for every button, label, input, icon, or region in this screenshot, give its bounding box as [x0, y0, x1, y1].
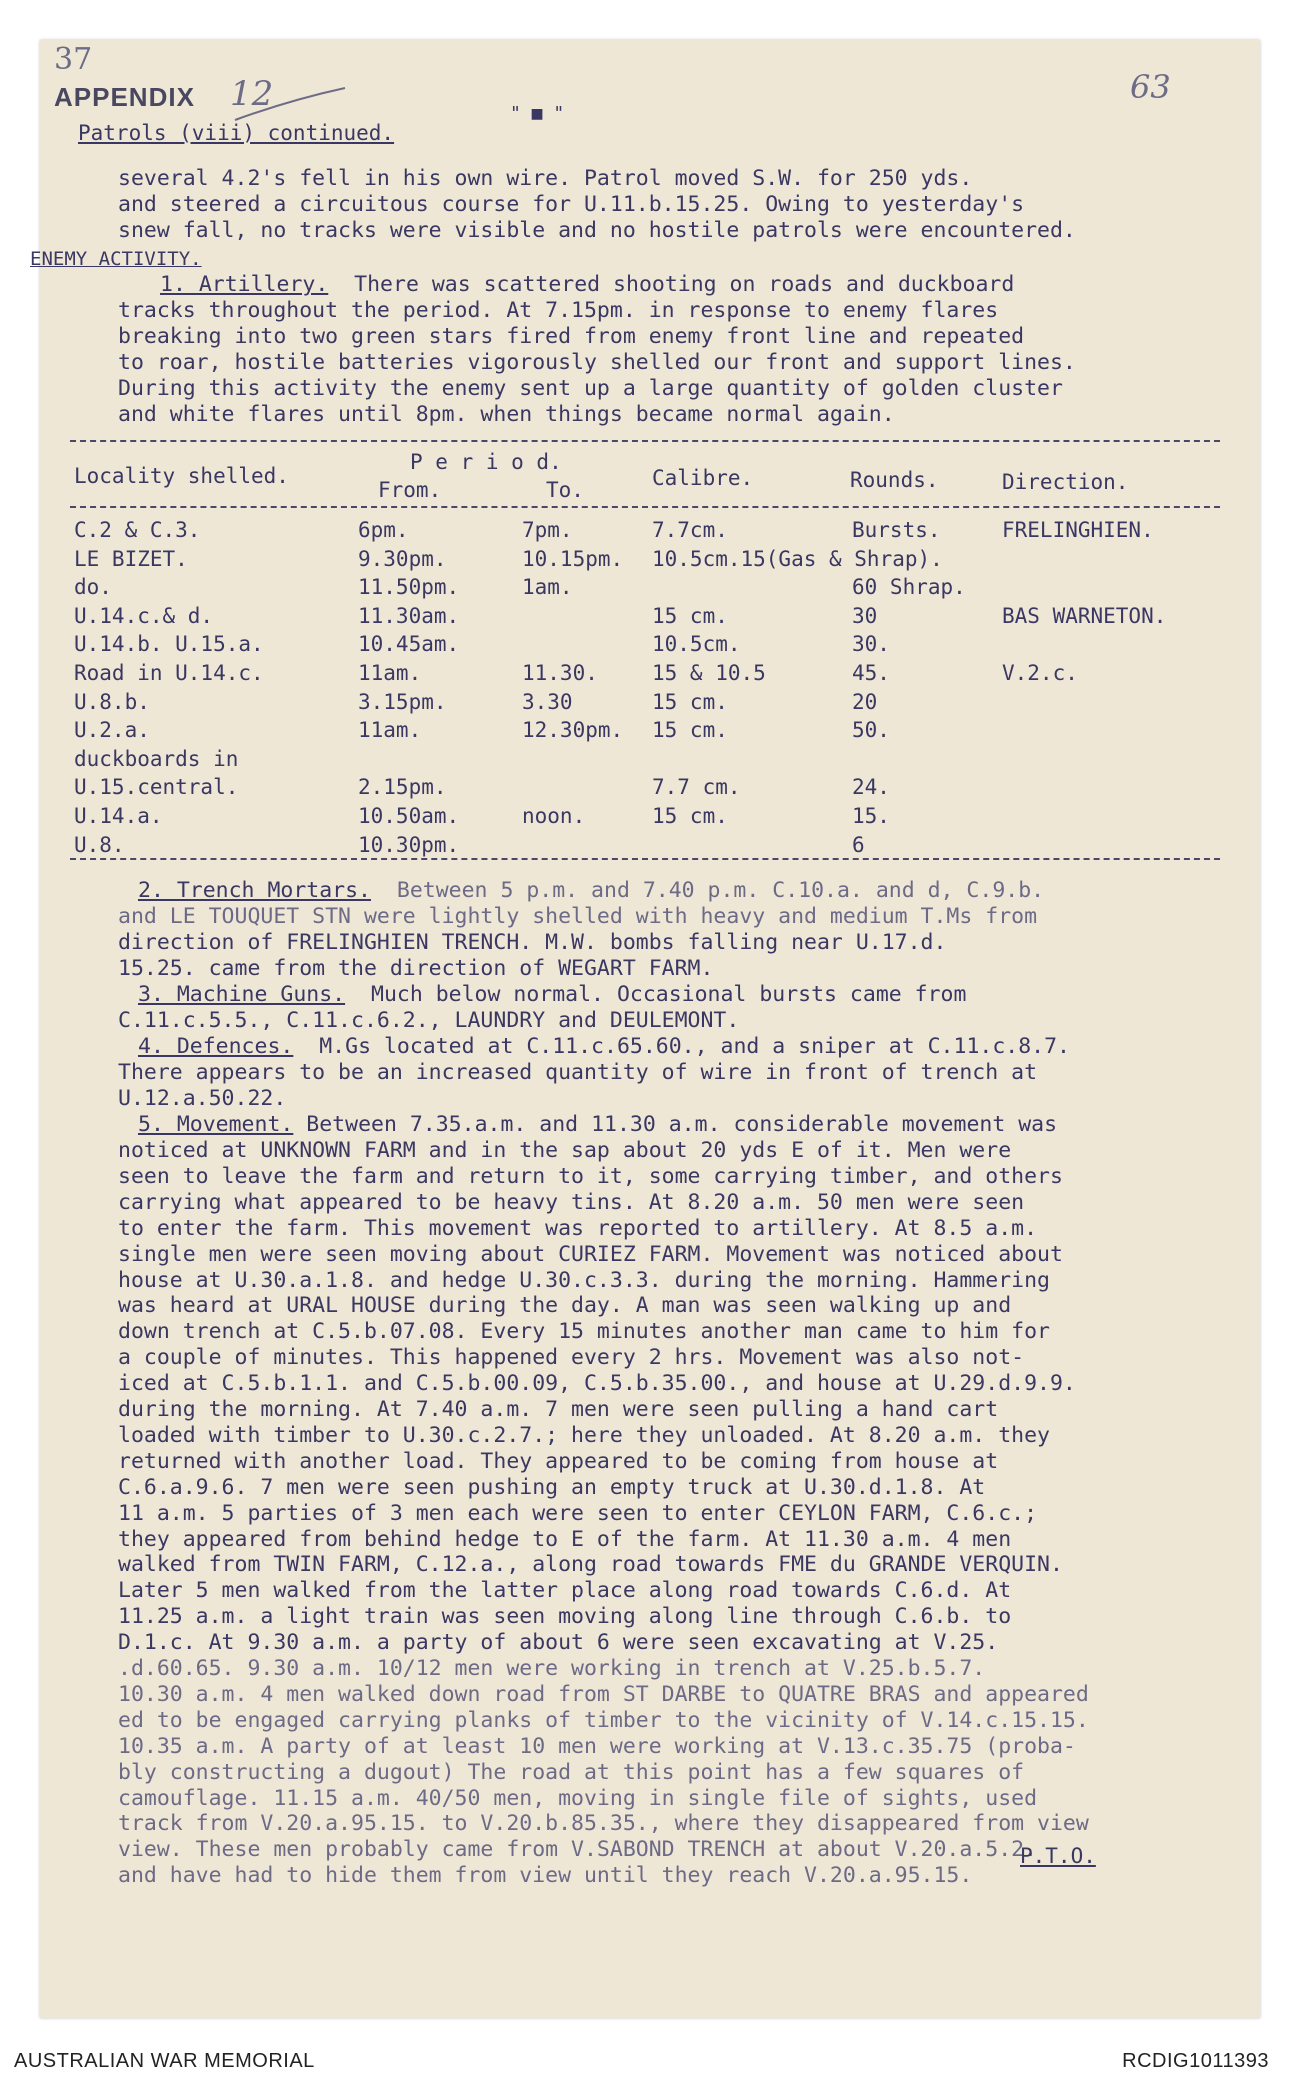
pto-note [1020, 1846, 1096, 1867]
movement-line: view. These men probably came from V.SABOND TRENCH at about V.20.a.5.2. [118, 1837, 1038, 1863]
cell-locality: U.14.a. [74, 804, 163, 828]
movement-line: single men were seen moving about CURIEZ FARM. Movement was noticed about [118, 1241, 1063, 1267]
artillery-first-line [160, 274, 1014, 296]
cell-calibre: 15 cm. [652, 603, 728, 628]
cell-rounds: 45. [852, 661, 890, 685]
cell-rounds: Bursts. [852, 518, 941, 542]
movement-line: bly constructing a dugout) The road at this point has a few squares of [118, 1759, 1025, 1785]
movement-line: seen to leave the farm and return to it, some carrying timber, and others [118, 1163, 1063, 1189]
cell-from: 11.30am. [358, 603, 460, 628]
patrol-line: snew fall, no tracks were visible and no hostile patrols were encountered. [118, 218, 1076, 243]
cell-rounds: 30 [852, 603, 878, 628]
cell-from: 6pm. [358, 518, 409, 542]
movement-line: they appeared from behind hedge to E of the farm. At 11.30 a.m. 4 men [118, 1526, 1012, 1552]
cell-from: 10.30pm. [358, 832, 460, 857]
cell-to: 10.15pm. [522, 546, 624, 571]
movement-line: .d.60.65. 9.30 a.m. 10/12 men were working in trench at V.25.b.5.7. [118, 1656, 986, 1681]
trench-mortars-line: 15.25. came from the direction of WEGART FARM. [118, 956, 714, 981]
trench-mortars-first-text: Between 5 p.m. and 7.40 p.m. C.10.a. and d, C.9.b. [396, 878, 1045, 903]
section-heading-patrols [78, 123, 394, 144]
movement-line: 10.35 a.m. A party of at least 10 men were working at V.13.c.35.75 (proba- [118, 1733, 1076, 1759]
cell-locality: U.14.b. U.15.a. [74, 632, 264, 657]
artillery-line: tracks throughout the period. At 7.15pm. in response to enemy flares [118, 298, 999, 323]
enemy-activity-heading: ENEMY ACTIVITY. [30, 248, 202, 270]
page-number-top-right: 63 [1130, 68, 1171, 106]
movement-line: to enter the farm. This movement was reported to artillery. At 8.5 a.m. [118, 1215, 1038, 1241]
cell-direction: FRELINGHIEN. [1002, 518, 1154, 542]
appendix-stamp: APPENDIX [54, 82, 195, 112]
movement-label: 5. Movement. [138, 1112, 294, 1137]
defences-first-line [138, 1036, 1070, 1058]
trench-mortars-line: and LE TOUQUET STN were lightly shelled with heavy and medium T.Ms from [118, 904, 1038, 929]
cell-to: 11.30. [522, 661, 598, 685]
movement-line: 11 a.m. 5 parties of 3 men each were seen to enter CEYLON FARM, C.6.c.; [118, 1500, 1038, 1526]
cell-locality: U.15.central. [74, 775, 239, 800]
movement-line: a couple of minutes. This happened every 2 hrs. Movement was also not- [118, 1345, 1025, 1371]
cell-to: 7pm. [522, 518, 573, 542]
artillery-label: 1. Artillery. [160, 272, 329, 297]
movement-line: D.1.c. At 9.30 a.m. a party of about 6 were seen excavating at V.25. [118, 1630, 999, 1656]
trench-mortars-label: 2. Trench Mortars. [138, 878, 371, 903]
col-header-period: P e r i o d. [410, 450, 562, 474]
cell-calibre: 10.5cm.15(Gas & Shrap). [652, 546, 943, 571]
artillery-first-text: There was scattered shooting on roads and duckboard [354, 272, 1015, 297]
col-header-direction: Direction. [1002, 470, 1129, 494]
cell-locality: do. [74, 575, 112, 600]
cell-rounds: 6 [852, 832, 865, 857]
cell-from: 11am. [358, 661, 422, 685]
cell-rounds: 30. [852, 632, 890, 657]
defences-line: U.12.a.50.22. [118, 1086, 287, 1111]
machine-guns-first-line [138, 984, 966, 1006]
movement-line: Later 5 men walked from the latter place along road towards C.6.d. At [118, 1578, 1012, 1604]
movement-line: down trench at C.5.b.07.08. Every 15 minutes another man came to him for [118, 1319, 1050, 1345]
defences-label: 4. Defences. [138, 1034, 294, 1059]
cell-direction: BAS WARNETON. [1002, 603, 1167, 628]
movement-line: ed to be engaged carrying planks of timber to the vicinity of V.14.c.15.15. [118, 1707, 1089, 1733]
cell-locality: U.14.c.& d. [74, 603, 214, 628]
movement-line: walked from TWIN FARM, C.12.a., along road towards FME du GRANDE VERQUIN. [118, 1552, 1063, 1578]
footer-record-id: RCDIG1011393 [1122, 2050, 1269, 2072]
movement-line: track from V.20.a.95.15. to V.20.b.85.35., where they disappeared from view [118, 1811, 1089, 1837]
movement-line: loaded with timber to U.30.c.2.7.; here they unloaded. At 8.20 a.m. they [118, 1422, 1050, 1448]
artillery-line: and white flares until 8pm. when things became normal again. [118, 402, 895, 427]
machine-guns-label: 3. Machine Guns. [138, 982, 346, 1007]
col-header-rounds: Rounds. [850, 468, 939, 492]
cell-locality: U.8.b. [74, 689, 150, 714]
cell-rounds: 60 Shrap. [852, 575, 966, 600]
cell-rounds: 50. [852, 718, 890, 743]
cell-from: 3.15pm. [358, 689, 447, 714]
cell-to: 12.30pm. [522, 718, 624, 743]
movement-line: house at U.30.a.1.8. and hedge U.30.c.3.3. during the morning. Hammering [118, 1267, 1050, 1293]
artillery-line: to roar, hostile batteries vigorously shelled our front and support lines. [118, 350, 1076, 375]
cell-locality: duckboards in [74, 746, 239, 771]
cell-from: 11am. [358, 718, 422, 743]
col-header-locality: Locality shelled. [74, 464, 289, 488]
patrol-line: and steered a circuitous course for U.11.b.15.25. Owing to yesterday's [118, 192, 1025, 217]
appendix-number-handwritten: 12 [230, 74, 274, 114]
trench-mortars-line: direction of FRELINGHIEN TRENCH. M.W. bombs falling near U.17.d. [118, 930, 947, 955]
page-number-handwritten: 37 [54, 42, 93, 77]
defences-line: There appears to be an increased quantity of wire in front of trench at [118, 1060, 1038, 1085]
cell-calibre: 7.7 cm. [652, 775, 741, 800]
cell-locality: Road in U.14.c. [74, 661, 264, 685]
movement-line: and have had to hide them from view until they reach V.20.a.95.15. [118, 1863, 973, 1889]
col-header-calibre: Calibre. [652, 466, 754, 490]
cell-calibre: 15 cm. [652, 718, 728, 743]
machine-guns-line: C.11.c.5.5., C.11.c.6.2., LAUNDRY and DEULEMONT. [118, 1008, 740, 1033]
patrol-line: several 4.2's fell in his own wire. Patrol moved S.W. for 250 yds. [118, 166, 973, 191]
pto-text: P.T.O. [1020, 1844, 1096, 1868]
movement-first-line [138, 1114, 1057, 1136]
defences-first-text: M.Gs located at C.11.c.65.60., and a sniper at C.11.c.8.7. [319, 1034, 1070, 1059]
col-header-from: From. [378, 478, 442, 502]
cell-locality: LE BIZET. [74, 546, 188, 571]
cell-rounds: 24. [852, 775, 890, 800]
cell-from: 10.50am. [358, 804, 460, 828]
cell-from: 2.15pm. [358, 775, 447, 800]
cell-calibre: 10.5cm. [652, 632, 741, 657]
movement-line: C.6.a.9.6. 7 men were seen pushing an empty truck at U.30.d.1.8. At [118, 1474, 986, 1500]
cell-to: 3.30 [522, 689, 573, 714]
trench-mortars-first-line [138, 880, 1044, 902]
cell-rounds: 15. [852, 804, 890, 828]
cell-calibre: 15 cm. [652, 804, 728, 828]
movement-line: iced at C.5.b.1.1. and C.5.b.00.09, C.5.b.35.00., and house at U.29.d.9.9. [118, 1371, 1076, 1397]
table-header-rule [70, 506, 1220, 508]
table-bottom-rule [70, 858, 1220, 860]
cell-calibre: 15 cm. [652, 689, 728, 714]
movement-line: was heard at URAL HOUSE during the day. A man was seen walking up and [118, 1293, 1012, 1319]
cell-locality: C.2 & C.3. [74, 518, 201, 542]
col-header-to: To. [546, 478, 584, 502]
cell-to: noon. [522, 804, 586, 828]
machine-guns-first-text: Much below normal. Occasional bursts came from [371, 982, 967, 1007]
cell-from: 10.45am. [358, 632, 460, 657]
header-marks: " ■ " [510, 103, 565, 124]
movement-line: noticed at UNKNOWN FARM and in the sap about 20 yds E of it. Men were [118, 1138, 1012, 1163]
movement-line: camouflage. 11.15 a.m. 40/50 men, moving in single file of sights, used [118, 1785, 1038, 1811]
movement-line: 10.30 a.m. 4 men walked down road from ST DARBE to QUATRE BRAS and appeared [118, 1681, 1089, 1707]
movement-line: carrying what appeared to be heavy tins. At 8.20 a.m. 50 men were seen [118, 1189, 1025, 1215]
cell-locality: U.8. [74, 832, 125, 857]
artillery-line: During this activity the enemy sent up a large quantity of golden cluster [118, 376, 1063, 401]
movement-line: during the morning. At 7.40 a.m. 7 men were seen pulling a hand cart [118, 1397, 999, 1422]
cell-to: 1am. [522, 575, 573, 600]
artillery-line: breaking into two green stars fired from enemy front line and repeated [118, 324, 1025, 349]
footer-institution: AUSTRALIAN WAR MEMORIAL [14, 2050, 315, 2072]
movement-line: 11.25 a.m. a light train was seen moving along line through C.6.b. to [118, 1604, 1012, 1630]
movement-line: returned with another load. They appeared to be coming from house at [118, 1448, 999, 1474]
cell-locality: U.2.a. [74, 718, 150, 743]
movement-first-text: Between 7.35.a.m. and 11.30 a.m. considerable movement was [306, 1112, 1058, 1137]
cell-direction: V.2.c. [1002, 661, 1078, 685]
table-top-rule [70, 440, 1220, 442]
cell-calibre: 7.7cm. [652, 518, 728, 542]
heading-text: Patrols (viii) continued. [78, 121, 395, 145]
cell-calibre: 15 & 10.5 [652, 661, 766, 685]
cell-from: 9.30pm. [358, 546, 447, 571]
cell-from: 11.50pm. [358, 575, 460, 600]
cell-rounds: 20 [852, 689, 878, 714]
document-page [30, 40, 1260, 2018]
